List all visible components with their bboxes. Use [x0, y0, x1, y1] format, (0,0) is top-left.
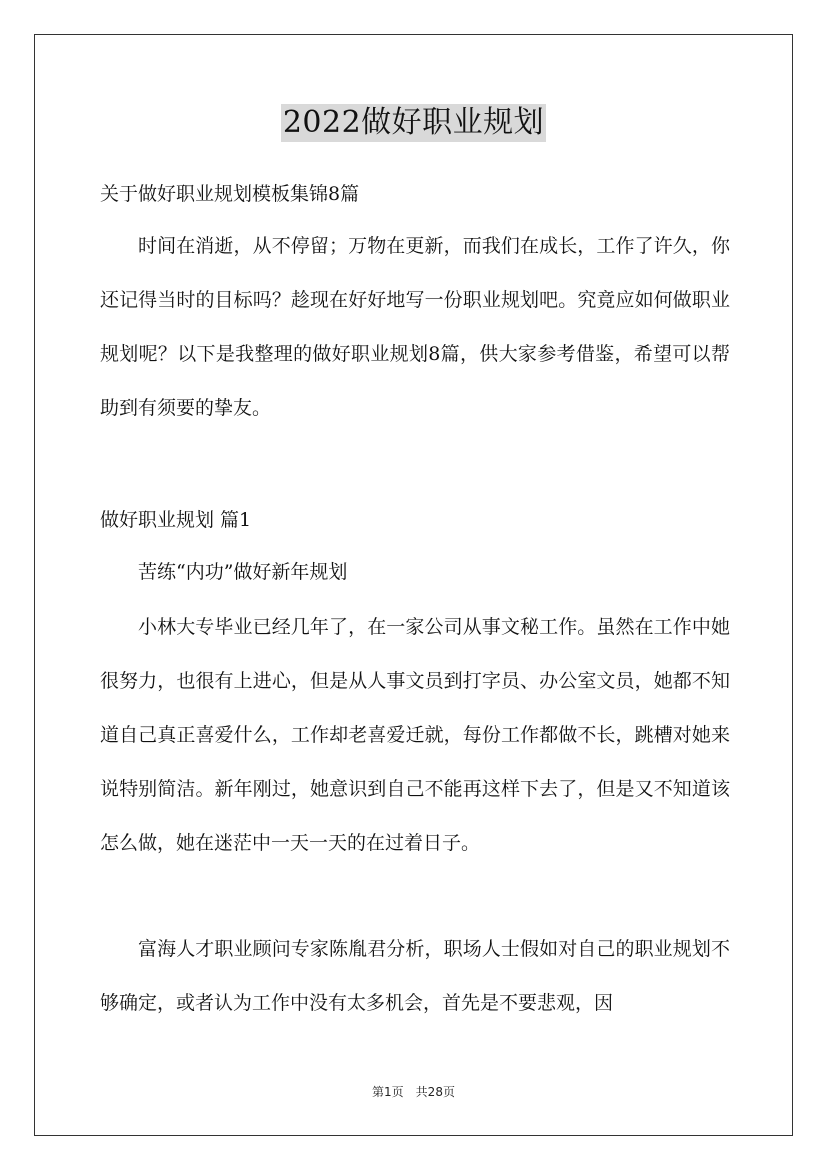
body-paragraph: 小林大专毕业已经几年了，在一家公司从事文秘工作。虽然在工作中她很努力，也很有上进心，但是从人事文员到打字员、办公室文员，她都不知道自己真正喜爱什么，工作却老喜爱迁就，每份工作都做不长，跳槽对她来说特别简洁。新年刚过，她意识到自己不能再这样下去了，但是又不知道该怎么做，她在迷茫中一天一天的在过着日子。 [100, 616, 730, 854]
body-paragraph: 富海人才职业顾问专家陈胤君分析，职场人士假如对自己的职业规划不够确定，或者认为工作中没有太多机会，首先是不要悲观，因 [100, 938, 730, 1014]
document-title: 2022做好职业规划 [282, 105, 545, 140]
intro-paragraph: 时间在消逝，从不停留；万物在更新，而我们在成长，工作了许久，你还记得当时的目标吗？趁现在好好地写一份职业规划吧。究竟应如何做职业规划呢？以下是我整理的做好职业规划8篇，供大家参考借鉴，希望可以帮助到有须要的挚友。 [100, 235, 730, 419]
document-subtitle: 关于做好职业规划模板集锦8篇 [100, 183, 360, 205]
section-heading: 做好职业规划 篇1 [100, 509, 252, 531]
page-footer: 第1页 共28页 [372, 1085, 455, 1099]
section-subheading: 苦练“内功”做好新年规划 [138, 561, 348, 583]
title-container [0, 104, 827, 142]
